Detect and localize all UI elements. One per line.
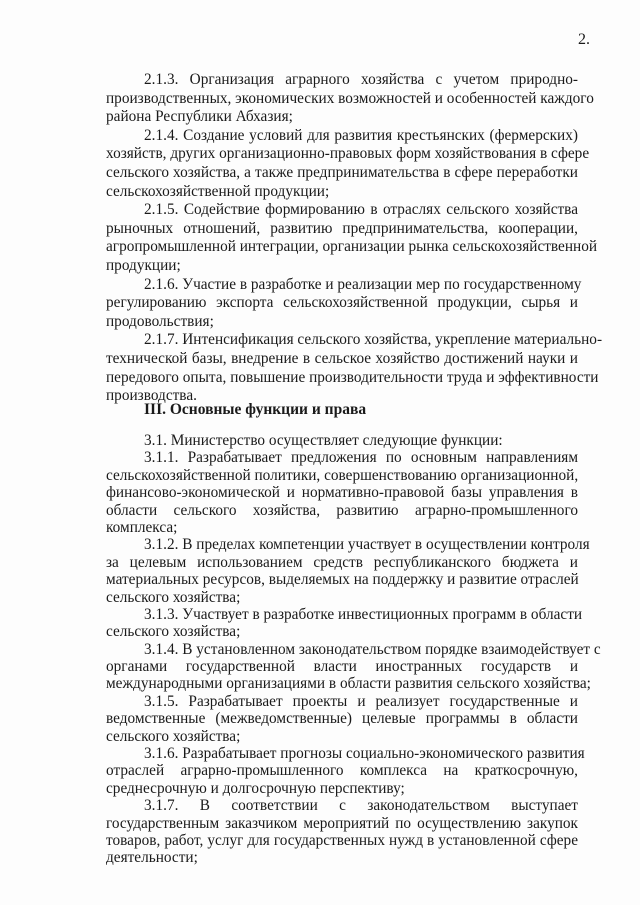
paragraph-3.1.7 — [106, 797, 578, 867]
text-line: продукции; — [106, 256, 181, 274]
paragraph-3.1.4 — [106, 640, 601, 693]
text-line: рыночных отношений, развитию предпринимательства, кооперации, — [106, 219, 578, 237]
text-line: ведомственные (межведомственные) целевые программы в области — [106, 710, 578, 728]
text-line: за целевым использованием средств республиканского бюджета и — [106, 553, 578, 571]
text-line: 3.1.7. В соответствии с законодательством выступает — [144, 797, 578, 815]
section-3-paragraphs — [106, 432, 601, 867]
text-line: 3.1.1. Разрабатывает предложения по основным направлениям — [144, 449, 578, 467]
text-line: регулированию экспорта сельскохозяйственной продукции, сырья и — [106, 294, 578, 312]
paragraph-2.1.5 — [106, 201, 598, 275]
text-line: сельского хозяйства, а также предпринимательства в сфере переработки — [106, 163, 578, 181]
text-line: органами государственной власти иностранных государств и — [106, 658, 578, 676]
text-line: отраслей аграрно-промышленного комплекса на краткосрочную, — [106, 762, 578, 780]
text-line: сельскохозяйственной политики, совершенствованию организационной, — [106, 466, 579, 484]
paragraph-2.1.6 — [106, 275, 582, 332]
paragraph-2.1.3 — [106, 71, 594, 127]
text-line: деятельности; — [106, 849, 198, 867]
text-line: 2.1.5. Содействие формированию в отраслях сельского хозяйства — [144, 201, 578, 219]
paragraph-2.1.4 — [106, 126, 590, 201]
section-2-paragraphs — [106, 71, 603, 406]
text-line: среднесрочную и долгосрочную перспективу; — [106, 779, 405, 797]
text-line: передового опыта, повышение производительности труда и эффективности — [106, 368, 599, 386]
text-line: производственных, экономических возможностей и особенностей каждого — [106, 89, 594, 107]
text-line: государственным заказчиком мероприятий по осуществлению закупок — [106, 814, 578, 832]
text-line: 3.1. Министерство осуществляет следующие функции: — [144, 432, 503, 449]
text-line: хозяйств, других организационно-правовых форм хозяйствования в сфере — [106, 145, 590, 163]
paragraph-3.1.5 — [106, 693, 578, 745]
paragraph-3.1.2 — [106, 536, 590, 606]
text-line: комплекса; — [106, 518, 178, 536]
paragraph-3.1.1 — [106, 449, 578, 536]
text-line: сельского хозяйства; — [106, 727, 241, 745]
text-line: 3.1.5. Разрабатывает проекты и реализует государственные и — [144, 692, 578, 710]
text-line: 2.1.3. Организация аграрного хозяйства с учетом природно- — [144, 71, 578, 88]
text-line: 3.1.3. Участвует в разработке инвестиционных программ в области — [144, 605, 583, 623]
text-line: международными организациями в области развития сельского хозяйства; — [106, 675, 591, 693]
text-line: сельского хозяйства; — [106, 623, 241, 641]
text-line: финансово-экономической и нормативно-правовой базы управления в — [106, 484, 578, 502]
text-line: сельского хозяйства; — [106, 588, 241, 606]
text-line: 3.1.4. В установленном законодательством порядке взаимодействует с — [144, 640, 601, 658]
text-line: материальных ресурсов, выделяемых на поддержку и развитие отраслей — [106, 571, 579, 589]
section-3-heading: III. Основные функции и права — [144, 401, 367, 418]
text-line: технической базы, внедрение в сельское хозяйство достижений науки и — [106, 349, 578, 367]
paragraph-2.1.7 — [106, 331, 603, 405]
text-line: 2.1.4. Создание условий для развития крестьянских (фермерских) — [144, 126, 578, 144]
text-line: агропромышленной интеграции, организации рынка сельскохозяйственной — [106, 238, 598, 256]
text-line: товаров, работ, услуг для государственных нужд в установленной сфере — [106, 831, 578, 849]
page-number: 2. — [578, 31, 590, 48]
text-line: 2.1.7. Интенсификация сельского хозяйства, укрепление материально- — [144, 331, 603, 349]
text-line: 3.1.6. Разрабатывает прогнозы социально-экономического развития — [144, 745, 585, 763]
text-line: района Республики Абхазия; — [106, 108, 293, 126]
paragraph-3.1 — [106, 432, 578, 449]
text-line: области сельского хозяйства, развитию аграрно-промышленного — [106, 501, 578, 519]
text-line: 3.1.2. В пределах компетенции участвует в осуществлении контроля — [144, 536, 590, 554]
text-line: продовольствия; — [106, 312, 214, 330]
text-line: сельскохозяйственной продукции; — [106, 182, 330, 200]
text-line: производства. — [106, 387, 197, 405]
paragraph-3.1.6 — [106, 745, 585, 797]
text-line: 2.1.6. Участие в разработке и реализации мер по государственному — [144, 275, 582, 293]
paragraph-3.1.3 — [106, 605, 583, 641]
